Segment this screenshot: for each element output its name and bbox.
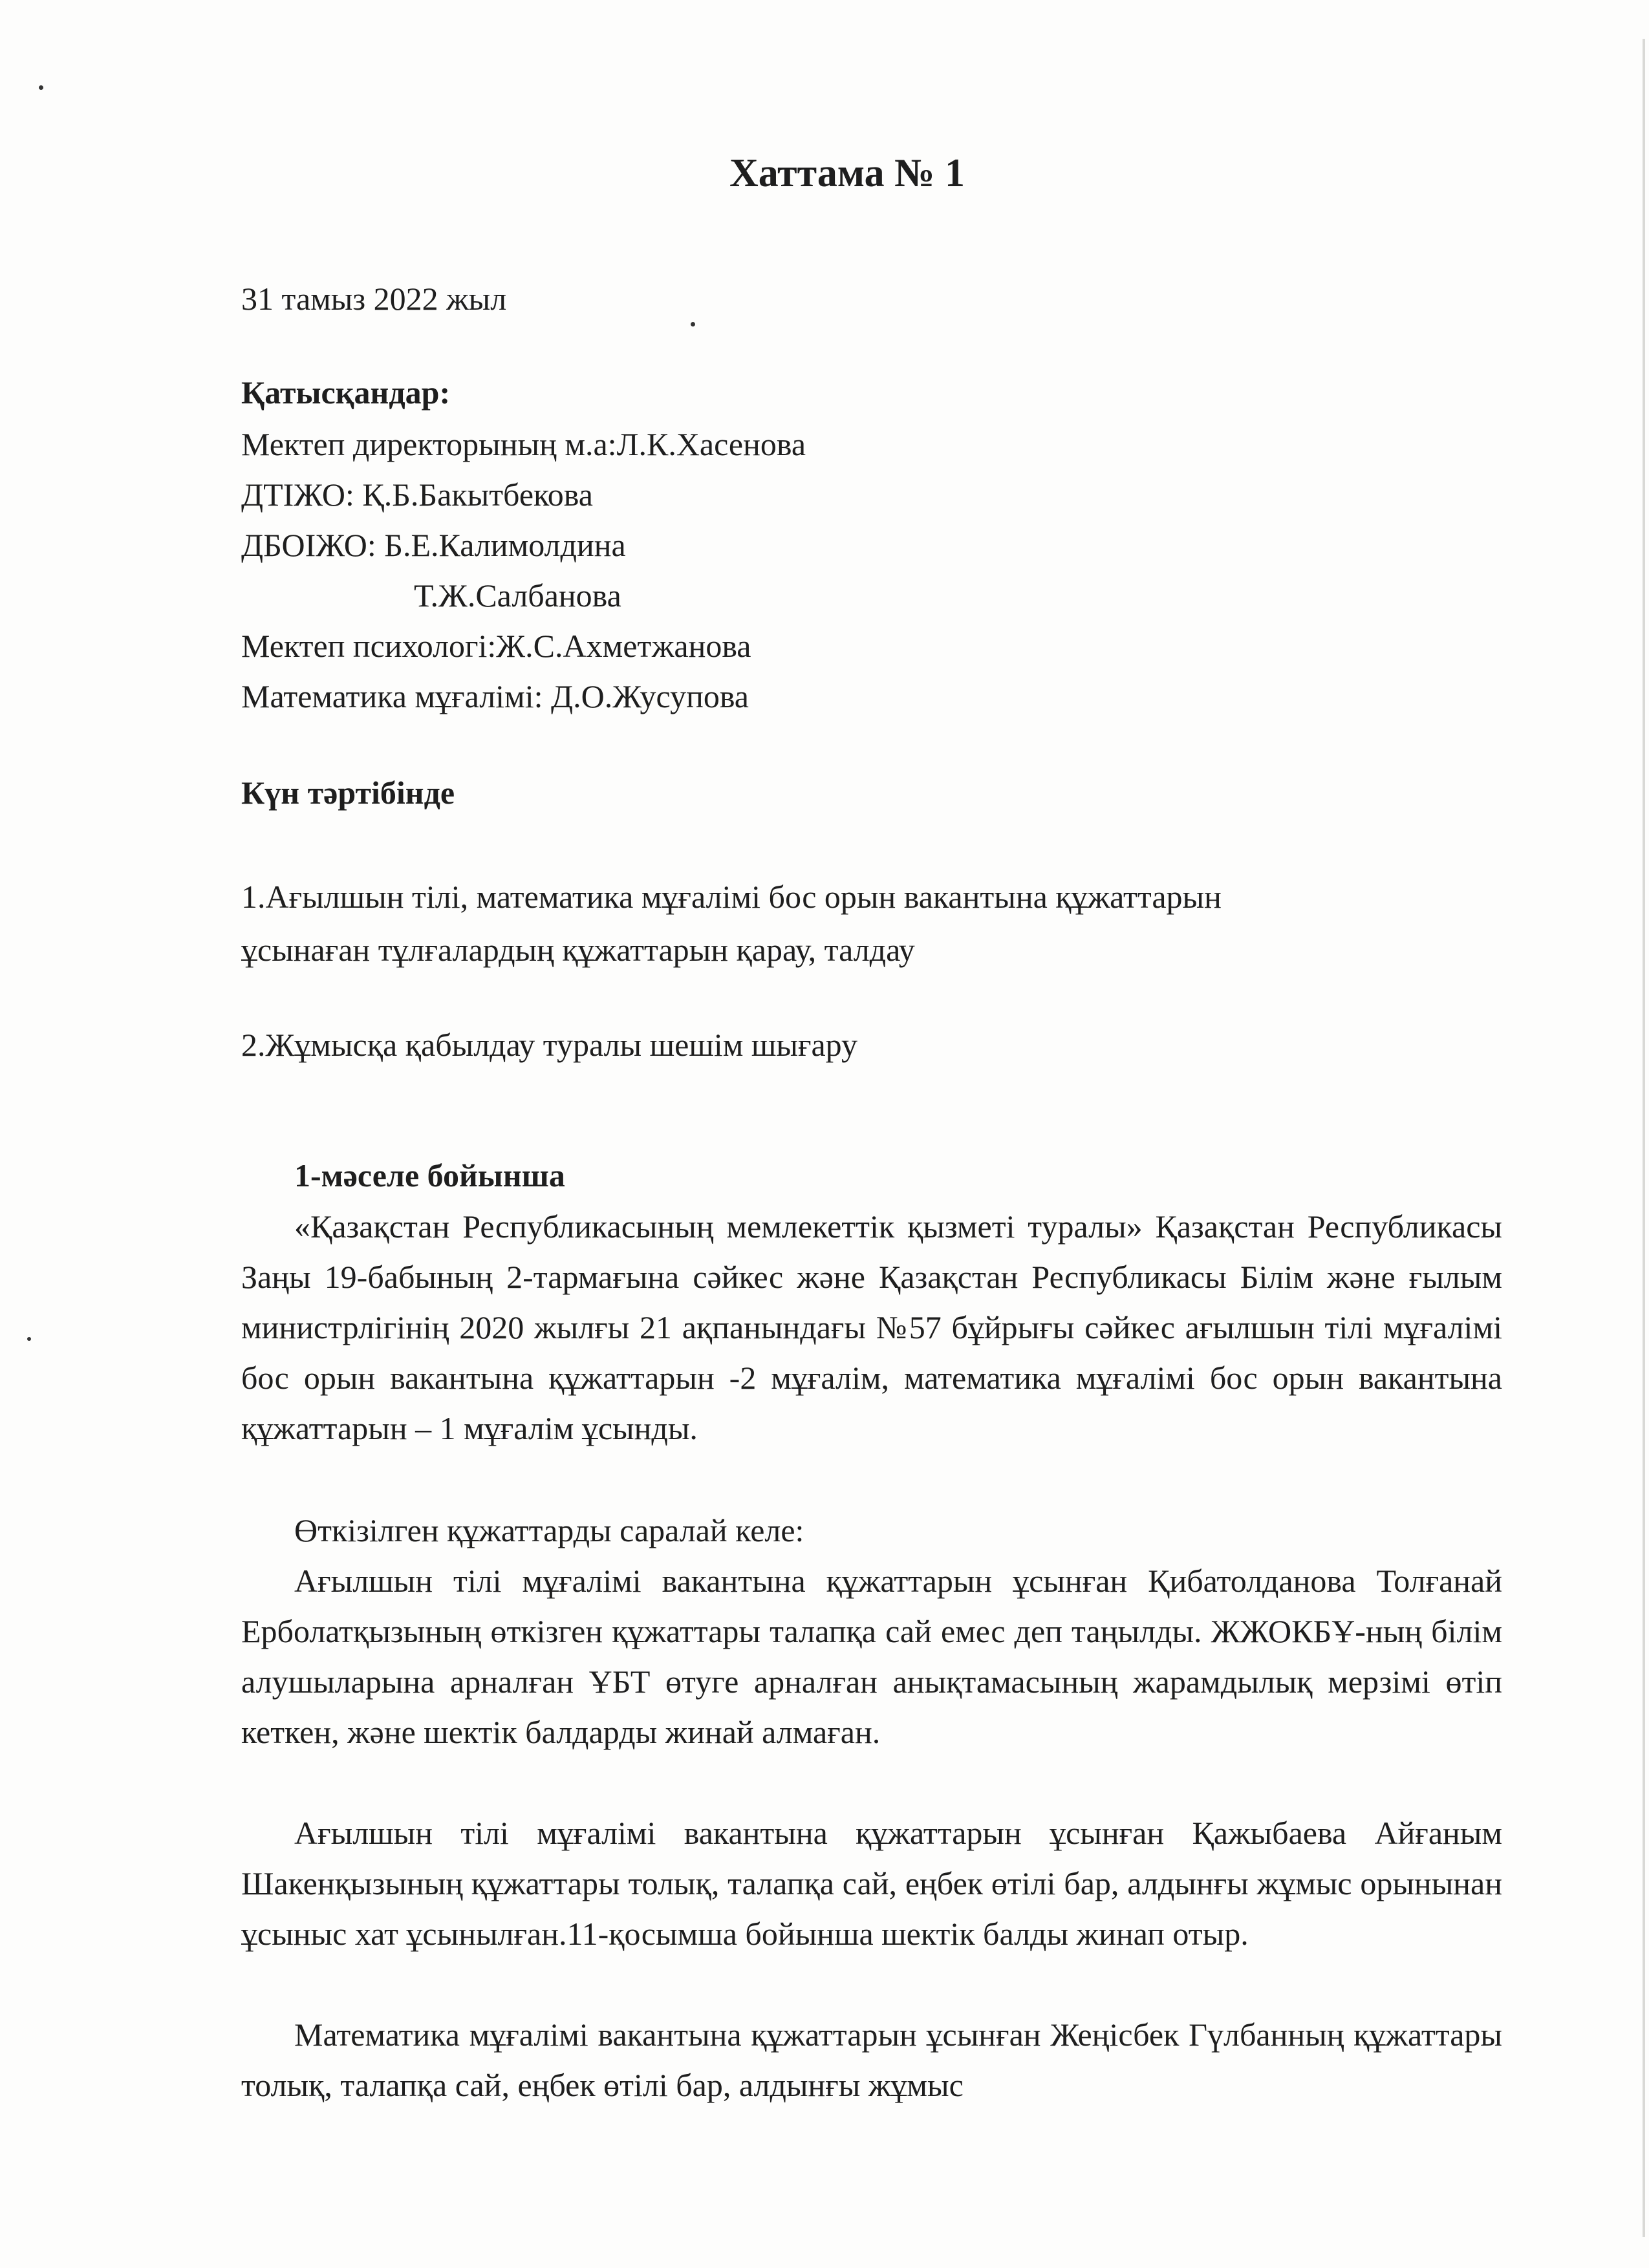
agenda-item-1-continued: ұсынаған тұлғалардың құжаттарын қарау, талдау [241, 932, 915, 968]
participant-line: Т.Ж.Салбанова [414, 577, 621, 614]
scan-edge [1643, 39, 1645, 2237]
issue-1-paragraph: Математика мұғалімі вакантына құжаттарын ұсынған Жеңісбек Гүлбанның құжаттары толық, талапқа сай, еңбек өтілі бар, алдынғы жұмыс [241, 2017, 1502, 2103]
participants-heading: Қатысқандар: [241, 374, 451, 411]
participant-line: Мектеп психологі:Ж.С.Ахметжанова [241, 628, 751, 664]
participant-line: Мектеп директорының м.а:Л.К.Хасенова [241, 426, 806, 462]
participant-line: ДТІЖО: Қ.Б.Бакытбекова [241, 476, 593, 513]
issue-1-paragraph: Ағылшын тілі мұғалімі вакантына құжаттарын ұсынған Қажыбаева Айғаным Шакенқызының құжаттары толық, талапқа сай, еңбек өтілі бар, алдынғы жұмыс орынынан ұсыныс хат ұсынылған.11-қосымша бойынша шектік балды жинап отыр. [241, 1815, 1502, 1952]
agenda-heading: Күн тәртібінде [241, 775, 455, 811]
scan-speck [691, 322, 695, 326]
participant-line: Математика мұғалімі: Д.О.Жусупова [241, 678, 749, 714]
document-title: Хаттама № 1 [729, 151, 965, 195]
issue-1-paragraph: Ағылшын тілі мұғалімі вакантына құжаттарын ұсынған Қибатолданова Толғанай Ерболатқызының өткізген құжаттары талапқа сай емес деп таңылды. ЖЖОКБҰ-ның білім алушыларына арналған ҰБТ өтуге арналған анықтамасының жарамдылық мерзімі өтіп кеткен, және шектік балдарды жинай алмаған. [241, 1563, 1502, 1750]
agenda-item-1: 1.Ағылшын тілі, математика мұғалімі бос орын вакантына құжаттарын [241, 879, 1222, 915]
scan-speck [27, 1337, 31, 1341]
issue-1-heading: 1-мәселе бойынша [294, 1157, 565, 1193]
scan-speck [39, 85, 43, 90]
issue-1-paragraph: Өткізілген құжаттарды саралай келе: [294, 1512, 804, 1548]
participant-line: ДБОІЖО: Б.Е.Калимолдина [241, 527, 626, 563]
agenda-item-2: 2.Жұмысқа қабылдау туралы шешім шығару [241, 1027, 858, 1063]
document-date: 31 тамыз 2022 жыл [241, 281, 507, 317]
issue-1-paragraph: «Қазақстан Республикасының мемлекеттік қызметі туралы» Қазақстан Республикасы Заңы 19-бабының 2-тармағына сәйкес және Қазақстан Республикасы Білім және ғылым министрлігінің 2020 жылғы 21 ақпанындағы №57 бұйрығы сәйкес ағылшын тілі мұғалімі бос орын вакантына құжаттарын -2 мұғалім, математика мұғалімі бос орын вакантына құжаттарын – 1 мұғалім ұсынды. [241, 1208, 1502, 1446]
